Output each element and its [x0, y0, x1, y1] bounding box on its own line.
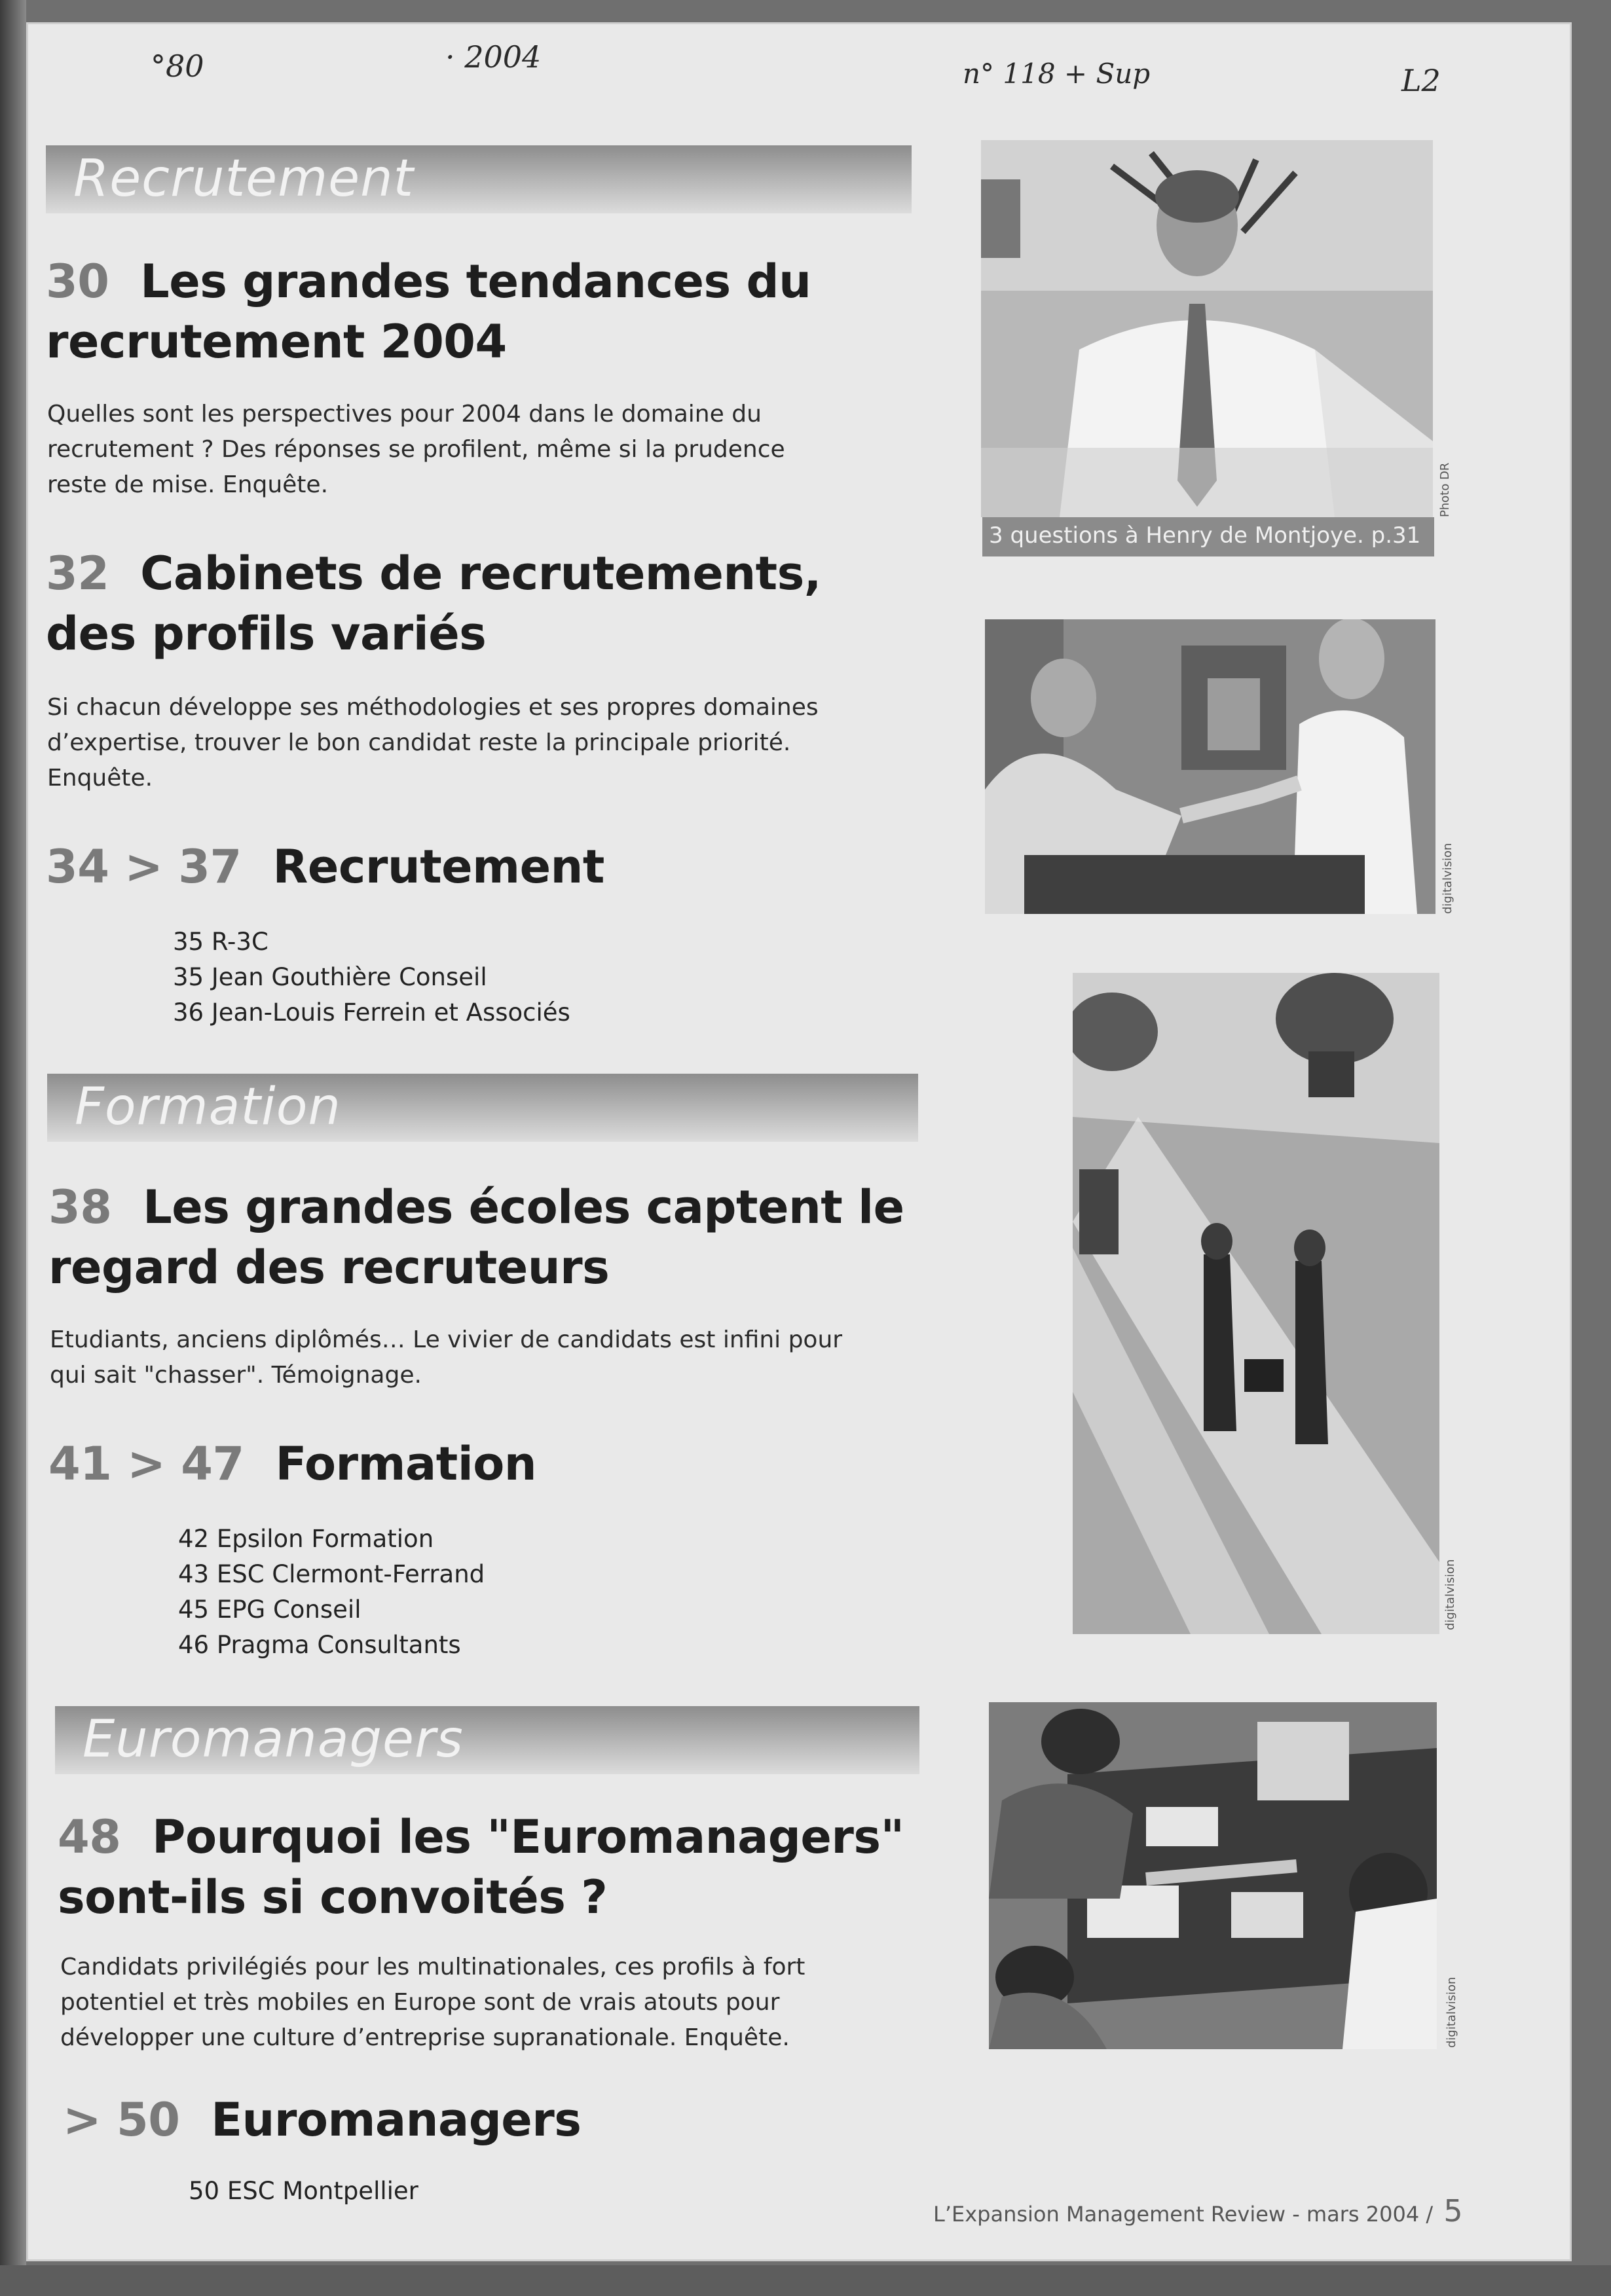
- page-edge-shadow: [0, 0, 26, 2296]
- lead-line: Etudiants, anciens diplômés… Le vivier de candidats est infini pour: [50, 1326, 843, 1353]
- article-lead-38: [50, 1322, 842, 1393]
- article-title-48: [58, 1807, 904, 1927]
- rubric-item: 35 Jean Gouthière Conseil: [173, 963, 487, 991]
- page-footer: [933, 2193, 1463, 2229]
- handwritten-note-issue: n° 118 + Sup: [963, 58, 1151, 90]
- section-banner-formation: [47, 1074, 918, 1142]
- footer-publication: L’Expansion Management Review - mars 2004 /: [933, 2202, 1434, 2227]
- article-title-line: Pourquoi les "Euromanagers": [152, 1810, 904, 1864]
- photo-handshake-office: [985, 619, 1435, 914]
- lead-line: recrutement ? Des réponses se profilent, même si la prudence: [47, 436, 785, 463]
- rubric-item: 45 EPG Conseil: [178, 1595, 361, 1624]
- article-title-line: des profils variés: [46, 607, 487, 661]
- rubric-item: 50 ESC Montpellier: [189, 2177, 418, 2205]
- lead-line: d’expertise, trouver le bon candidat reste la principale priorité.: [47, 729, 791, 756]
- lead-line: Candidats privilégiés pour les multinationales, ces profils à fort: [60, 1954, 806, 1980]
- photo-meeting-illustration: [989, 1702, 1437, 2049]
- rubric-page-range: 41 > 47: [48, 1437, 244, 1491]
- photo-credit: digitalvision: [1445, 1977, 1458, 2048]
- photo-handshake-illustration: [985, 619, 1435, 914]
- page-number: 5: [1443, 2193, 1463, 2229]
- photo-henry-de-montjoye: [981, 140, 1433, 517]
- rubric-item: 43 ESC Clermont-Ferrand: [178, 1560, 485, 1588]
- lead-line: qui sait "chasser". Témoignage.: [50, 1362, 422, 1389]
- article-title-line: sont-ils si convoités ?: [58, 1870, 608, 1924]
- lead-line: reste de mise. Enquête.: [47, 471, 329, 498]
- rubric-item: 42 Epsilon Formation: [178, 1525, 434, 1553]
- section-banner-title: Formation: [75, 1078, 341, 1137]
- lead-line: Enquête.: [47, 765, 153, 792]
- article-title-line: Cabinets de recrutements,: [140, 547, 821, 600]
- article-lead-48: [60, 1950, 805, 2056]
- article-title-line: recrutement 2004: [46, 315, 507, 369]
- article-title-38: [48, 1177, 904, 1298]
- photo-credit: digitalvision: [1443, 1559, 1457, 1630]
- rubric-title: Formation: [275, 1437, 537, 1491]
- lead-line: Quelles sont les perspectives pour 2004 dans le domaine du: [47, 401, 762, 428]
- rubric-list-recrutement: [173, 924, 570, 1030]
- lead-line: potentiel et très mobiles en Europe sont de vrais atouts pour: [60, 1989, 780, 2016]
- rubric-title-recrutement: [46, 837, 604, 897]
- article-title-32: [46, 543, 821, 664]
- article-page-number: 38: [48, 1180, 112, 1234]
- article-lead-30: [47, 397, 785, 503]
- photo-credit: digitalvision: [1441, 843, 1454, 914]
- section-banner-title: Euromanagers: [83, 1710, 464, 1769]
- photo-caption: [982, 517, 1434, 556]
- photo-meeting-table: [989, 1702, 1437, 2049]
- article-title-line: Les grandes tendances du: [140, 255, 811, 308]
- rubric-title: Recrutement: [272, 840, 604, 894]
- rubric-title: Euromanagers: [211, 2093, 582, 2147]
- photo-credit: Photo DR: [1438, 462, 1452, 517]
- rubric-title-euromanagers: [63, 2090, 581, 2150]
- rubric-item: 35 R-3C: [173, 928, 268, 956]
- section-banner-title: Recrutement: [73, 149, 415, 208]
- rubric-item: 46 Pragma Consultants: [178, 1631, 461, 1659]
- photo-caption-text: 3 questions à Henry de Montjoye. p.31: [989, 522, 1421, 549]
- article-page-number: 48: [58, 1810, 121, 1864]
- article-lead-32: [47, 690, 819, 796]
- handwritten-note-corner: L2: [1401, 63, 1441, 98]
- rubric-title-formation: [48, 1434, 536, 1494]
- article-title-30: [46, 251, 811, 372]
- scan-bottom-edge: [0, 2265, 1611, 2296]
- rubric-list-euromanagers: [189, 2174, 418, 2209]
- article-page-number: 30: [46, 255, 109, 308]
- rubric-item: 36 Jean-Louis Ferrein et Associés: [173, 998, 570, 1027]
- rubric-page-range: 34 > 37: [46, 840, 242, 894]
- lead-line: développer une culture d’entreprise supranationale. Enquête.: [60, 2024, 790, 2051]
- article-page-number: 32: [46, 547, 109, 600]
- rubric-list-formation: [178, 1522, 485, 1663]
- rubric-page-range: > 50: [63, 2093, 180, 2147]
- article-title-line: Les grandes écoles captent le: [143, 1180, 904, 1234]
- handwritten-note-left: °80: [151, 48, 204, 84]
- photo-lobby-handshake: [1073, 973, 1439, 1634]
- photo-portrait-illustration: [981, 140, 1433, 517]
- lead-line: Si chacun développe ses méthodologies et ses propres domaines: [47, 694, 819, 721]
- handwritten-note-year: · 2004: [445, 39, 542, 75]
- section-banner-euromanagers: [55, 1706, 919, 1774]
- section-banner-recrutement: [46, 145, 912, 213]
- photo-lobby-illustration: [1073, 973, 1439, 1634]
- article-title-line: regard des recruteurs: [48, 1241, 610, 1294]
